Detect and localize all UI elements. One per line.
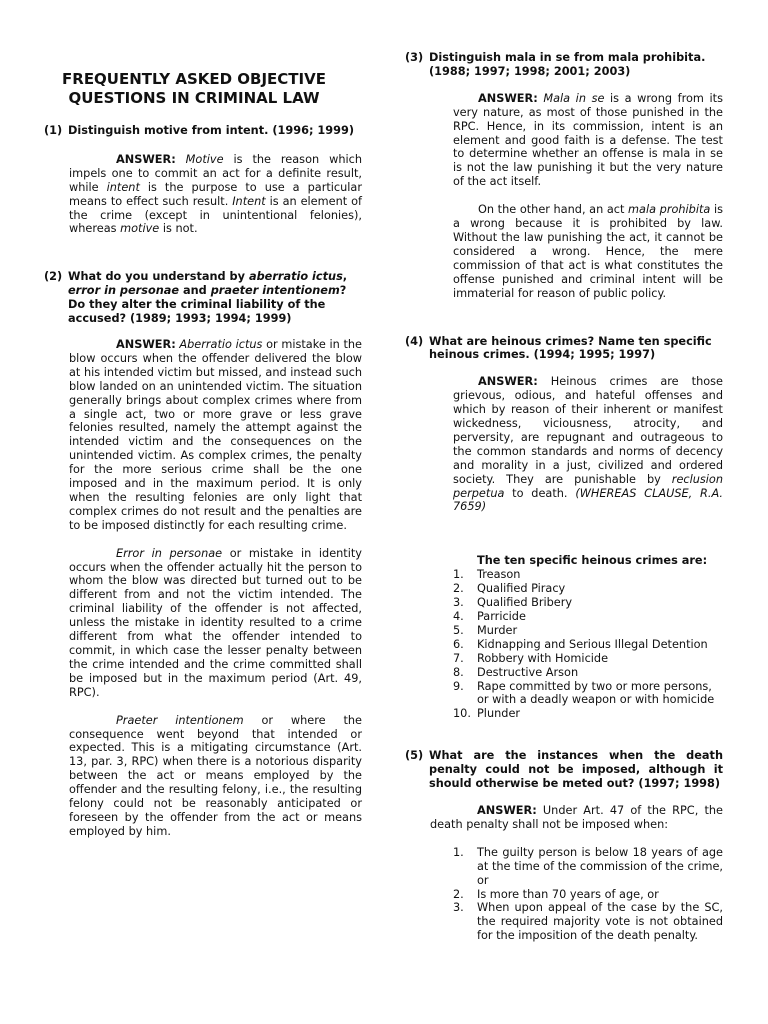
list-item-number: 2. bbox=[453, 582, 464, 596]
term-praeter-intentionem: praeter intentionem bbox=[210, 284, 340, 298]
answer-label: ANSWER: bbox=[478, 375, 538, 389]
term-error-in-personae: error in personae bbox=[68, 284, 180, 298]
answer-3-paragraph-1 bbox=[453, 92, 723, 189]
list-item-text: Qualified Bribery bbox=[477, 596, 573, 610]
question-text: Distinguish motive from intent. (1996; 1999) bbox=[68, 124, 355, 137]
list-item-text: When upon appeal of the case by the SC, the required majority vote is not obtained for the imposition of the death penalty. bbox=[477, 901, 723, 943]
title-line-2: QUESTIONS IN CRIMINAL LAW bbox=[68, 89, 320, 107]
death-penalty-exceptions-list bbox=[453, 846, 723, 943]
answer-3-paragraph-2 bbox=[453, 203, 723, 300]
term-intent: Intent bbox=[232, 194, 266, 208]
citation: (WHEREAS CLAUSE, R.A. 7659) bbox=[453, 486, 724, 514]
question-part: ? Do they alter the criminal liability of the accused? (1989; 1993; 1994; 1999) bbox=[68, 284, 347, 326]
list-item-number: 9. bbox=[453, 679, 464, 693]
question-text: Distinguish mala in se from mala prohibita. (1988; 1997; 1998; 2001; 2003) bbox=[429, 51, 706, 78]
left-column bbox=[44, 0, 362, 839]
term-praeter-intentionem: Praeter intentionem bbox=[116, 713, 244, 727]
term-aberratio-ictus: Aberratio ictus bbox=[179, 337, 263, 351]
answer-text: Heinous crimes are those grievous, odious, and hateful offenses and which by reason of their inherent or manifest wickedness, viciousness, atrocity, and perversity, are repugnant and outrageous to the common standards and norms of decency and morality in a just, civilized and ordered society. They are punishable by bbox=[453, 375, 723, 486]
list-item-number: 1. bbox=[453, 845, 464, 859]
question-text: What are heinous crimes? Name ten specific heinous crimes. (1994; 1995; 1997) bbox=[429, 334, 712, 362]
list-item-number: 6. bbox=[453, 637, 464, 651]
list-item bbox=[453, 680, 723, 708]
answer-text: is not. bbox=[159, 222, 198, 236]
heinous-crimes-list bbox=[453, 568, 723, 721]
title-line-1: FREQUENTLY ASKED OBJECTIVE bbox=[62, 70, 326, 88]
list-item bbox=[453, 666, 723, 680]
list-item bbox=[453, 568, 723, 582]
question-number: (5) bbox=[405, 749, 424, 763]
list-item-text: The guilty person is below 18 years of age at the time of the commission of the crime, or bbox=[477, 845, 723, 887]
answer-text: is an element of the crime (except in unintentional felonies), whereas bbox=[69, 194, 362, 236]
answer-text: to death. bbox=[504, 486, 576, 500]
list-item bbox=[453, 901, 723, 943]
list-item bbox=[453, 888, 723, 902]
question-text: What are the instances when the death penalty could not be imposed, although it should otherwise be meted out? (1997; 1998) bbox=[429, 749, 723, 791]
list-item-text: Parricide bbox=[477, 610, 526, 623]
term-reclusion-perpetua: reclusion perpetua bbox=[453, 472, 723, 500]
list-item-text: Rape committed by two or more persons, or with a deadly weapon or with homicide bbox=[477, 679, 715, 707]
term-error-in-personae: Error in personae bbox=[116, 546, 223, 560]
term-motive: Motive bbox=[185, 152, 224, 166]
question-2 bbox=[44, 270, 362, 326]
answer-label: ANSWER: bbox=[477, 803, 537, 817]
answer-text: On the other hand, an act bbox=[478, 203, 629, 217]
question-1 bbox=[44, 124, 362, 138]
question-number: (4) bbox=[405, 334, 424, 348]
list-item-text: Destructive Arson bbox=[477, 665, 579, 679]
list-item bbox=[453, 596, 723, 610]
list-item-number: 8. bbox=[453, 665, 464, 679]
term-aberratio-ictus: aberratio ictus bbox=[248, 270, 343, 284]
answer-text: is a wrong because it is prohibited by law. Without the law punishing the act, it cannot be considered a wrong. Hence, the mere commission of that act is what constitutes the offense punished and criminal intent will be immaterial for reason of public policy. bbox=[453, 203, 723, 300]
list-item-text: Is more than 70 years of age, or bbox=[477, 887, 659, 901]
list-item-number: 5. bbox=[453, 623, 464, 637]
list-item-text: Murder bbox=[477, 623, 518, 637]
list-item-number: 3. bbox=[453, 596, 464, 610]
list-item bbox=[453, 707, 723, 721]
list-item-text: Kidnapping and Serious Illegal Detention bbox=[477, 637, 708, 651]
list-item-text: Robbery with Homicide bbox=[477, 651, 609, 665]
page-title bbox=[44, 70, 344, 108]
list-item-number: 10. bbox=[453, 707, 471, 721]
answer-label: ANSWER: bbox=[116, 152, 176, 166]
answer-text: or mistake in identity occurs when the offender actually hit the person to whom the blow was directed but turned out to be different from and not the victim intended. The criminal liability of the offender is not affected, unless the mistake in identity resulted to a crime different from what the offender intended to commit, in which case the lesser penalty between the crime intended and the crime committed shall be imposed but in the maximum period (Art. 49, RPC). bbox=[69, 546, 362, 699]
term-mala-prohibita: mala prohibita bbox=[628, 203, 711, 217]
list-item-number: 3. bbox=[453, 901, 464, 915]
answer-label: ANSWER: bbox=[478, 91, 538, 105]
answer-text: or where the consequence went beyond that intended or expected. This is a mitigating circumstance (Art. 13, par. 3, RPC) when there is a notorious disparity between the act or means employed by the offender and the resulting felony, i.e., the resulting felony could not be reasonably anticipated or foreseen by the offender from the act or means employed by him. bbox=[69, 713, 362, 838]
question-5 bbox=[405, 749, 723, 791]
answer-2-paragraph-3 bbox=[69, 714, 362, 839]
list-item bbox=[453, 846, 723, 888]
list-item-text: Qualified Piracy bbox=[477, 582, 566, 596]
question-number: (1) bbox=[44, 124, 63, 137]
question-part: What do you understand by bbox=[68, 270, 249, 284]
answer-text: is the purpose to use a particular means to effect such result. bbox=[69, 180, 362, 208]
answer-4 bbox=[453, 375, 723, 514]
question-3 bbox=[405, 51, 723, 79]
term-intent: intent bbox=[106, 180, 140, 194]
answer-text: or mistake in the blow occurs when the offender delivered the blow at his intended victim but missed, and instead such blow landed on an unintended victim. The situation generally brings about complex crimes where from a single act, two or more grave or less grave felonies resulted, namely the attempt against the intended victim and the consequences on the unintended victim. As complex crimes, the penalty for the more serious crime shall be the one imposed and in the maximum period. It is only when the resulting felonies are only light that complex crimes do not result and the penalties are to be imposed distinctly for each resulting crime. bbox=[69, 337, 362, 532]
question-4 bbox=[405, 335, 723, 363]
list-item bbox=[453, 638, 723, 652]
list-item-text: Plunder bbox=[477, 707, 521, 721]
question-part: , bbox=[342, 270, 348, 284]
list-item-number: 7. bbox=[453, 651, 464, 665]
question-number: (3) bbox=[405, 51, 424, 64]
list-item-number: 1. bbox=[453, 568, 464, 582]
list-item-text: Treason bbox=[477, 568, 521, 582]
list-item bbox=[453, 652, 723, 666]
answer-label: ANSWER: bbox=[116, 337, 176, 351]
heinous-crimes-heading: The ten specific heinous crimes are: bbox=[477, 554, 708, 568]
answer-text: is a wrong from its very nature, as most of those punished in the RPC. Hence, in its commission, intent is an element and good faith is a defense. The test to determine whether an offense is mala in se is not the law punishing it but the very nature of the act itself. bbox=[453, 91, 723, 189]
question-number: (2) bbox=[44, 270, 63, 284]
answer-text: is the reason which impels one to commit an act for a definite result, while bbox=[69, 152, 362, 194]
term-motive: motive bbox=[120, 222, 160, 236]
list-item bbox=[453, 582, 723, 596]
term-mala-in-se: Mala in se bbox=[543, 91, 605, 105]
list-item bbox=[453, 610, 723, 624]
answer-5 bbox=[430, 804, 723, 832]
answer-1 bbox=[69, 153, 362, 236]
answer-2-paragraph-1 bbox=[69, 338, 362, 533]
right-column bbox=[405, 0, 723, 943]
list-item bbox=[453, 624, 723, 638]
question-part: and bbox=[179, 284, 211, 298]
list-item-number: 4. bbox=[453, 610, 464, 623]
question-text bbox=[68, 270, 362, 326]
list-item-number: 2. bbox=[453, 887, 464, 901]
answer-text: Under Art. 47 of the RPC, the death penalty shall not be imposed when: bbox=[430, 803, 723, 831]
answer-2-paragraph-2 bbox=[69, 547, 362, 700]
